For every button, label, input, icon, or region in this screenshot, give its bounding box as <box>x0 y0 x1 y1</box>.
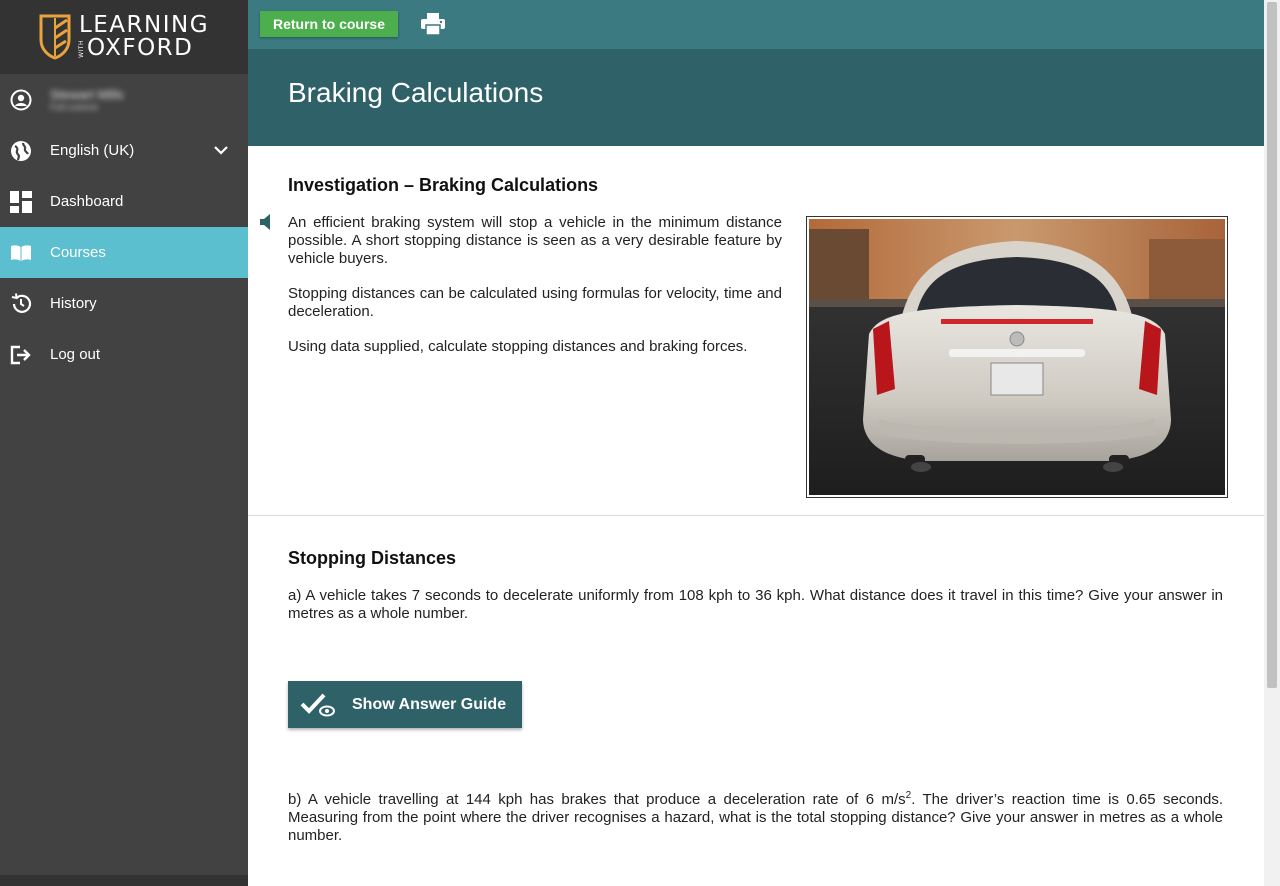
sidebar-item-label: History <box>50 295 97 312</box>
investigation-title: Investigation – Braking Calculations <box>288 175 599 195</box>
shield-logo-icon <box>39 14 71 60</box>
investigation-paragraph: An efficient braking system will stop a vehicle in the minimum distance possible. A short stopping distance is seen as a very desirable feature by vehicle buyers. <box>288 214 782 267</box>
sidebar-item-label: Courses <box>50 244 106 261</box>
logout-icon <box>10 344 32 366</box>
dashboard-icon <box>10 191 32 213</box>
sidebar-item-logout[interactable] <box>0 329 248 380</box>
show-answer-guide-button[interactable] <box>288 681 522 728</box>
page-header <box>248 49 1264 146</box>
show-answer-guide-label: Show Answer Guide <box>352 695 507 713</box>
user-profile[interactable] <box>0 74 248 125</box>
page-title: Braking Calculations <box>288 77 544 108</box>
sidebar-item-label: Log out <box>50 346 101 363</box>
question-b-text: . The driver’s reaction time is 0.65 seconds. Measuring from the point where the driver recognises a hazard, what is the total stopping distance? Give your answer in metres as a whole number. <box>288 791 1224 844</box>
check-eye-icon <box>300 692 336 718</box>
brand-logo[interactable] <box>0 0 248 74</box>
language-selector[interactable] <box>0 125 248 176</box>
question-b-superscript: 2 <box>905 790 912 801</box>
globe-icon <box>10 140 32 162</box>
return-to-course-button[interactable]: Return to course <box>260 11 398 37</box>
car-rear-photo <box>809 219 1225 495</box>
question-a: a) A vehicle takes 7 seconds to decelerate uniformly from 108 kph to 36 kph. What distance does it travel in this time? Give your answer in metres as a whole number. <box>288 587 1223 622</box>
logo-oxford-text: OXFORD <box>86 35 194 61</box>
top-toolbar <box>248 0 1264 49</box>
logo-with-text: WITH <box>77 39 85 58</box>
question-b-text: b) A vehicle travelling at 144 kph has brakes that produce a deceleration rate of 6 m/s <box>288 791 906 808</box>
section-divider <box>248 515 1264 516</box>
sidebar-footer <box>0 875 248 886</box>
history-icon <box>10 293 32 315</box>
car-image <box>806 216 1228 498</box>
stopping-distances-title: Stopping Distances <box>288 548 457 568</box>
sidebar-item-dashboard[interactable] <box>0 176 248 227</box>
logo-learning-text: LEARNING <box>78 12 210 38</box>
investigation-paragraph: Using data supplied, calculate stopping distances and braking forces. <box>288 338 748 355</box>
sidebar <box>0 0 248 886</box>
sidebar-item-courses[interactable] <box>0 227 248 278</box>
language-label: English (UK) <box>50 142 135 159</box>
sidebar-item-label: Dashboard <box>50 193 124 210</box>
vertical-scrollbar[interactable] <box>1264 0 1280 886</box>
user-name: Stewart Mills <box>50 86 124 102</box>
user-avatar-icon <box>10 89 32 111</box>
print-icon[interactable] <box>421 13 445 35</box>
chevron-down-icon <box>214 142 228 159</box>
sidebar-item-history[interactable] <box>0 278 248 329</box>
main-content <box>248 146 1264 886</box>
investigation-paragraph: Stopping distances can be calculated using formulas for velocity, time and deceleration. <box>288 285 782 320</box>
scrollbar-thumb[interactable] <box>1267 2 1277 688</box>
user-role: Full Licence <box>50 101 99 112</box>
question-b <box>288 787 1223 845</box>
book-icon <box>10 242 32 264</box>
speaker-icon[interactable] <box>260 214 272 230</box>
